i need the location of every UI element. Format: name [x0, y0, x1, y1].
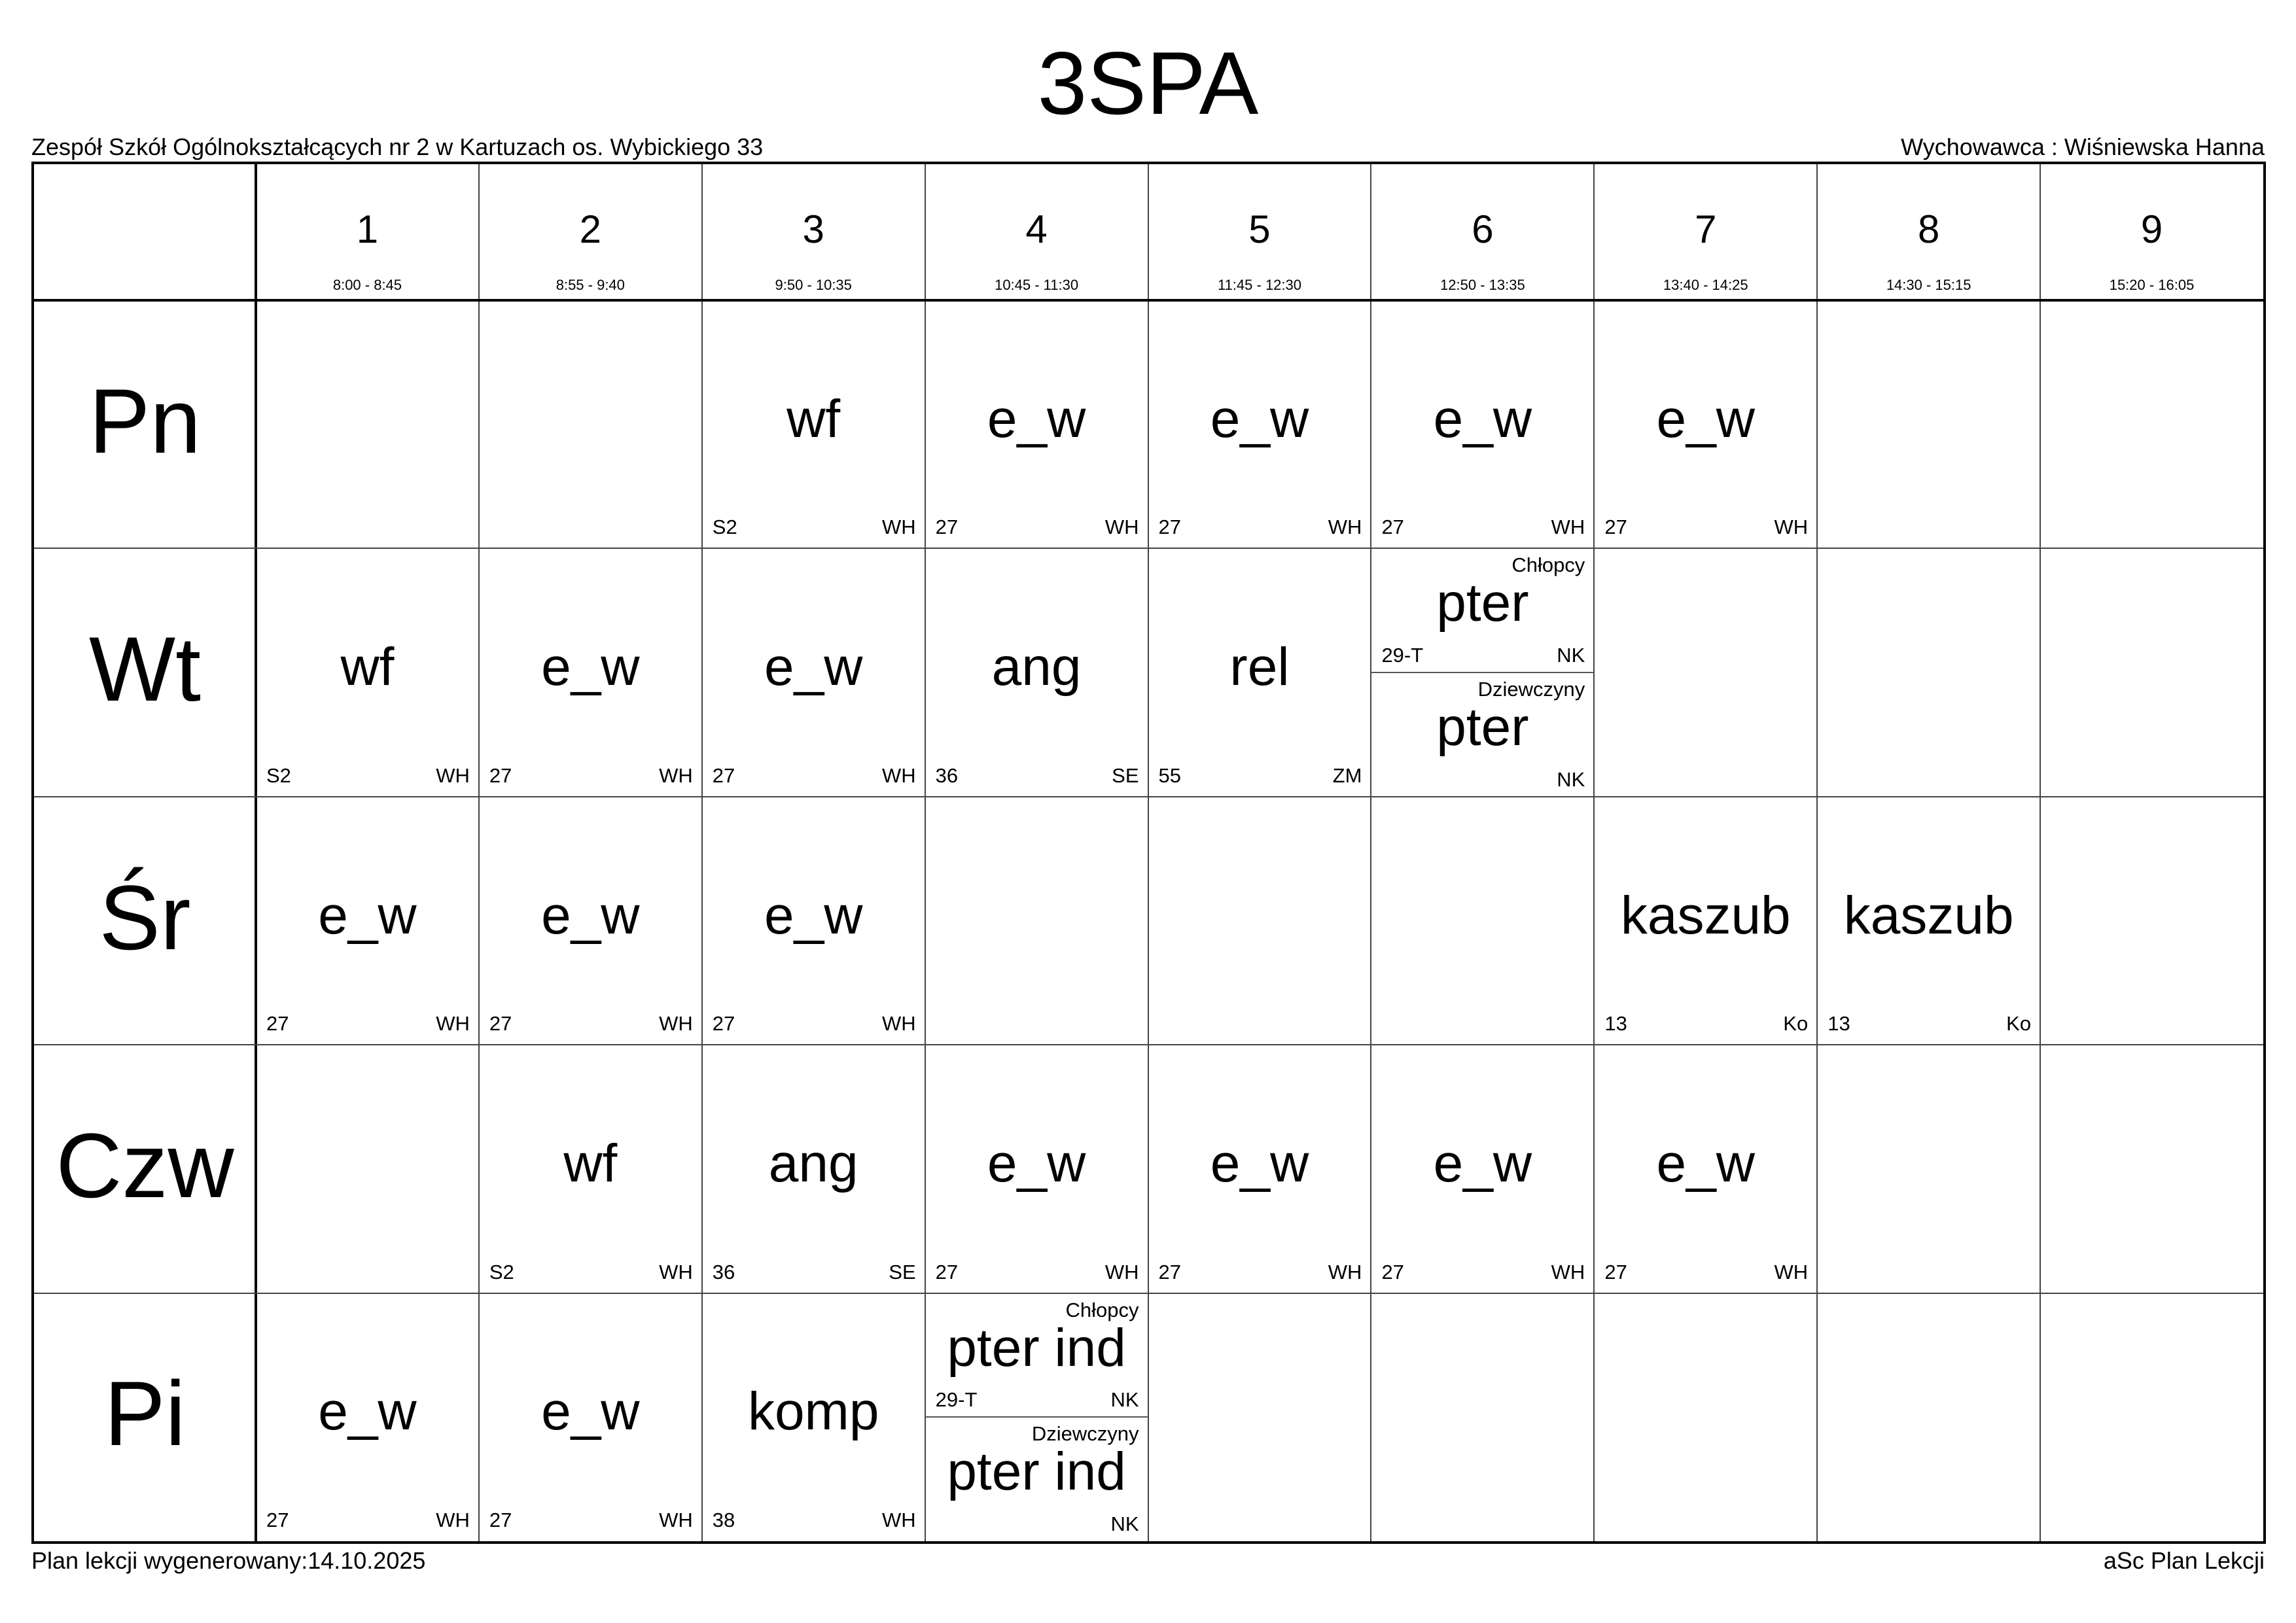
- lesson-teacher: WH: [436, 1509, 470, 1531]
- lesson-subject: rel: [1229, 637, 1290, 697]
- grid-vline: [1370, 164, 1371, 1541]
- period-time: 13:40 - 14:25: [1663, 277, 1748, 293]
- period-time: 15:20 - 16:05: [2109, 277, 2195, 293]
- lesson-subject: e_w: [1656, 1133, 1755, 1193]
- lesson-teacher: WH: [1551, 1260, 1585, 1283]
- period-number: 9: [2140, 207, 2163, 251]
- lesson-subject: e_w: [541, 885, 640, 945]
- grid-hline: [34, 1293, 2263, 1294]
- class-teacher: Wychowawca : Wiśniewska Hanna: [1901, 133, 2265, 160]
- period-time: 14:30 - 15:15: [1886, 277, 1971, 293]
- lesson-subject: e_w: [764, 885, 863, 945]
- lesson-teacher: WH: [659, 1260, 693, 1283]
- lesson-teacher: SE: [889, 1260, 916, 1283]
- lesson-subject: e_w: [1433, 389, 1532, 449]
- period-number: 5: [1248, 207, 1271, 251]
- group-divider: [925, 1416, 1148, 1418]
- lesson-room: 27: [489, 763, 512, 787]
- lesson-subject: wf: [786, 389, 841, 449]
- group-lesson-teacher: NK: [1110, 1388, 1139, 1412]
- lesson-teacher: WH: [1774, 1260, 1809, 1283]
- period-number: 4: [1025, 207, 1048, 251]
- period-number: 2: [579, 207, 601, 251]
- group-label: Dziewczyny: [1031, 1422, 1139, 1446]
- lesson-room: 27: [712, 763, 735, 787]
- software-brand: aSc Plan Lekcji: [2103, 1547, 2265, 1574]
- lesson-teacher: WH: [659, 1012, 693, 1036]
- lesson-room: 27: [1604, 515, 1627, 539]
- lesson-teacher: Ko: [2006, 1012, 2032, 1036]
- lesson-teacher: WH: [1104, 515, 1139, 539]
- lesson-teacher: WH: [436, 1012, 470, 1036]
- generated-date: Plan lekcji wygenerowany:14.10.2025: [31, 1547, 426, 1574]
- lesson-room: 27: [266, 1509, 289, 1531]
- lesson-room: 13: [1604, 1012, 1627, 1036]
- lesson-subject: e_w: [1210, 1133, 1309, 1193]
- period-time: 8:00 - 8:45: [332, 277, 402, 293]
- group-lesson-subject: pter ind: [947, 1442, 1126, 1502]
- lesson-room: 27: [1381, 1260, 1404, 1283]
- lesson-subject: komp: [747, 1382, 879, 1442]
- grid-hline: [34, 299, 2263, 302]
- lesson-room: 27: [1158, 1260, 1182, 1283]
- group-lesson-teacher: NK: [1110, 1512, 1139, 1535]
- period-number: 3: [802, 207, 824, 251]
- school-name: Zespół Szkół Ogólnokształcących nr 2 w Kartuzach os. Wybickiego 33: [31, 133, 764, 160]
- lesson-room: S2: [266, 763, 291, 787]
- lesson-teacher: WH: [881, 1012, 916, 1036]
- lesson-subject: e_w: [987, 1133, 1086, 1193]
- lesson-teacher: WH: [881, 1509, 916, 1531]
- lesson-subject: kaszub: [1620, 885, 1791, 945]
- period-time: 12:50 - 13:35: [1440, 277, 1525, 293]
- lesson-room: 13: [1828, 1012, 1850, 1036]
- period-time: 8:55 - 9:40: [556, 277, 625, 293]
- grid-vline: [1816, 164, 1818, 1541]
- lesson-room: 27: [712, 1012, 735, 1036]
- grid-vline: [1593, 164, 1595, 1541]
- lesson-teacher: WH: [1328, 1260, 1362, 1283]
- period-number: 7: [1695, 207, 1717, 251]
- lesson-teacher: WH: [881, 515, 916, 539]
- period-number: 1: [356, 207, 379, 251]
- lesson-subject: ang: [991, 637, 1082, 697]
- lesson-subject: e_w: [541, 637, 640, 697]
- group-lesson-subject: pter ind: [947, 1318, 1126, 1378]
- lesson-subject: e_w: [318, 1382, 417, 1442]
- lesson-teacher: WH: [1104, 1260, 1139, 1283]
- grid-hline: [34, 796, 2263, 797]
- day-label: Wt: [88, 618, 202, 721]
- lesson-subject: e_w: [764, 637, 863, 697]
- lesson-room: 27: [1381, 515, 1404, 539]
- day-label: Pi: [104, 1362, 186, 1465]
- period-number: 8: [1917, 207, 1940, 251]
- grid-vline: [478, 164, 480, 1541]
- lesson-subject: e_w: [318, 885, 417, 945]
- lesson-teacher: WH: [881, 763, 916, 787]
- timetable-grid: [31, 162, 2266, 1544]
- lesson-teacher: WH: [1551, 515, 1585, 539]
- lesson-teacher: WH: [1774, 515, 1809, 539]
- group-lesson-subject: pter: [1436, 697, 1529, 758]
- period-number: 6: [1472, 207, 1494, 251]
- grid-hline: [34, 548, 2263, 549]
- period-time: 11:45 - 12:30: [1217, 277, 1301, 293]
- lesson-teacher: WH: [659, 1509, 693, 1531]
- lesson-room: S2: [489, 1260, 514, 1283]
- group-lesson-teacher: NK: [1557, 767, 1585, 791]
- grid-vline: [701, 164, 703, 1541]
- group-label: Dziewczyny: [1477, 678, 1585, 701]
- group-lesson-subject: pter: [1436, 573, 1529, 633]
- lesson-subject: e_w: [541, 1382, 640, 1442]
- lesson-room: 27: [1158, 515, 1182, 539]
- lesson-room: 27: [935, 515, 959, 539]
- lesson-room: 36: [712, 1260, 735, 1283]
- lesson-teacher: SE: [1112, 763, 1139, 787]
- lesson-subject: e_w: [987, 389, 1086, 449]
- group-divider: [1371, 672, 1594, 673]
- group-label: Chłopcy: [1511, 553, 1585, 577]
- lesson-teacher: WH: [436, 763, 470, 787]
- day-label: Czw: [56, 1113, 234, 1217]
- lesson-room: 38: [712, 1509, 735, 1531]
- lesson-subject: e_w: [1656, 389, 1755, 449]
- lesson-room: 27: [1604, 1260, 1627, 1283]
- lesson-room: 27: [935, 1260, 959, 1283]
- lesson-teacher: WH: [1328, 515, 1362, 539]
- period-time: 9:50 - 10:35: [775, 277, 852, 293]
- lesson-room: 36: [935, 763, 959, 787]
- class-title: 3SPA: [1037, 33, 1259, 133]
- lesson-subject: e_w: [1210, 389, 1309, 449]
- grid-hline: [34, 1044, 2263, 1045]
- lesson-teacher: WH: [659, 763, 693, 787]
- lesson-room: 27: [266, 1012, 289, 1036]
- period-time: 10:45 - 11:30: [995, 277, 1079, 293]
- lesson-room: S2: [712, 515, 737, 539]
- group-label: Chłopcy: [1065, 1298, 1139, 1321]
- lesson-room: 27: [489, 1509, 512, 1531]
- lesson-subject: e_w: [1433, 1133, 1532, 1193]
- lesson-room: 27: [489, 1012, 512, 1036]
- day-label: Śr: [99, 865, 191, 969]
- grid-vline: [2040, 164, 2041, 1541]
- lesson-teacher: ZM: [1332, 763, 1362, 787]
- lesson-room: 55: [1158, 763, 1182, 787]
- lesson-teacher: Ko: [1783, 1012, 1809, 1036]
- lesson-subject: kaszub: [1843, 885, 2014, 945]
- day-label: Pn: [88, 369, 202, 472]
- group-lesson-teacher: NK: [1557, 644, 1585, 667]
- group-lesson-room: 29-T: [935, 1388, 978, 1412]
- group-lesson-room: 29-T: [1381, 644, 1424, 667]
- lesson-subject: ang: [768, 1133, 858, 1193]
- lesson-subject: wf: [563, 1133, 618, 1193]
- lesson-subject: wf: [340, 637, 395, 697]
